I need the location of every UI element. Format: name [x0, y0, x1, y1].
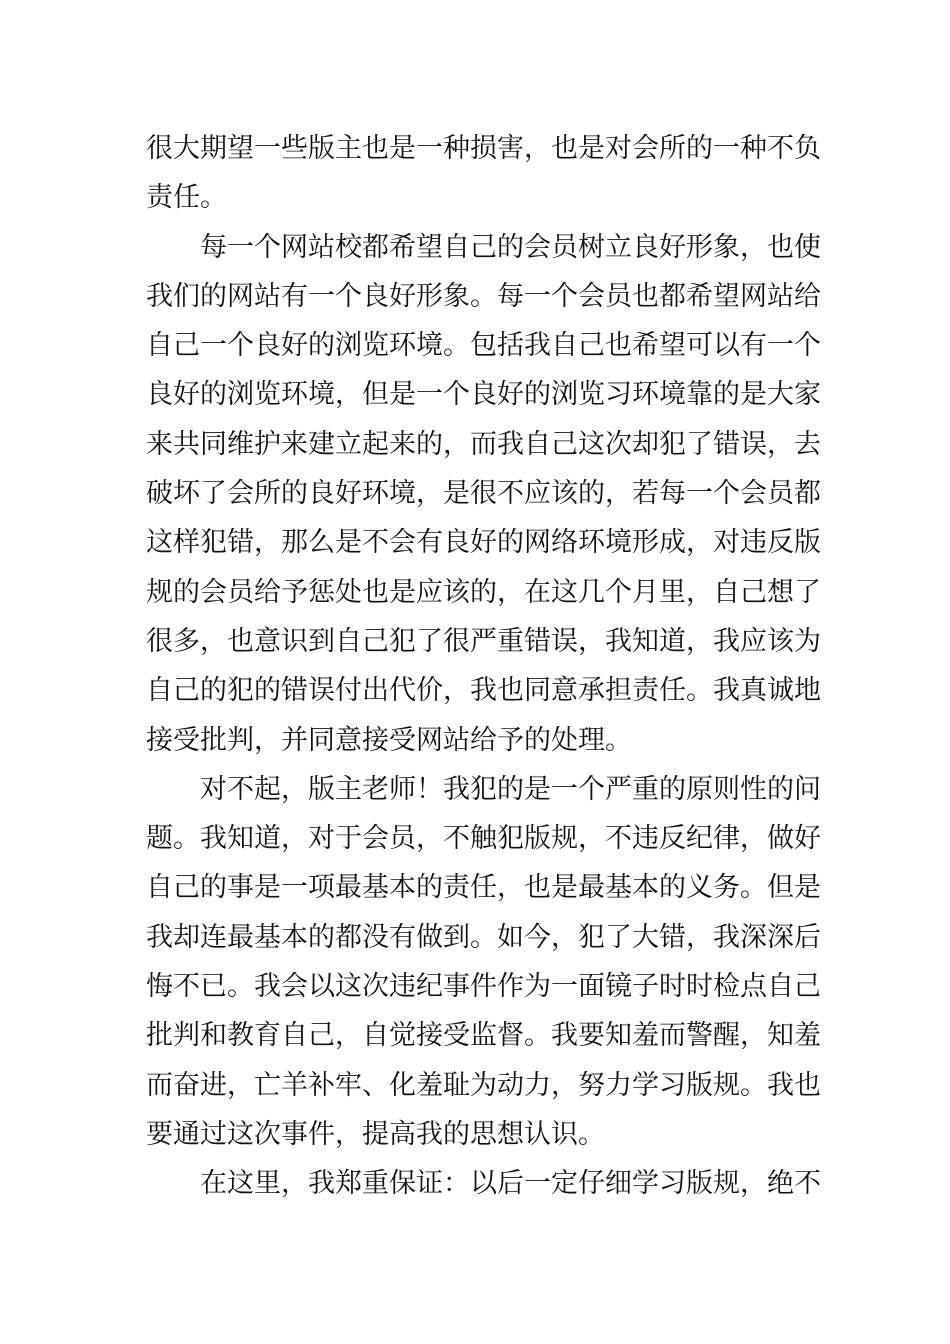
- text-line: 悔不已。我会以这次违纪事件作为一面镜子时时检点自己: [146, 971, 821, 1003]
- text-line: 接受批判，并同意接受网站给予的处理。: [146, 724, 632, 756]
- text-line: 我却连最基本的都没有做到。如今，犯了大错，我深深后: [146, 921, 821, 953]
- body-text: [146, 124, 826, 1209]
- text-line: 题。我知道，对于会员，不触犯版规，不违反纪律，做好: [146, 823, 821, 855]
- text-line: 很多，也意识到自己犯了很严重错误，我知道，我应该为: [146, 625, 821, 657]
- text-line: 自己的犯的错误付出代价，我也同意承担责任。我真诚地: [146, 675, 821, 707]
- text-line: 自己一个良好的浏览环境。包括我自己也希望可以有一个: [146, 330, 821, 362]
- text-line: 批判和教育自己，自觉接受监督。我要知羞而警醒，知羞: [146, 1020, 821, 1052]
- text-line: 我们的网站有一个良好形象。每一个会员也都希望网站给: [146, 280, 821, 312]
- paragraph-start-line: 每一个网站校都希望自己的会员树立良好形象，也使: [200, 231, 821, 263]
- text-line: 责任。: [146, 182, 227, 214]
- text-line: 要通过这次事件，提高我的思想认识。: [146, 1118, 605, 1150]
- text-line: 良好的浏览环境，但是一个良好的浏览习环境靠的是大家: [146, 379, 821, 411]
- text-line: 这样犯错，那么是不会有良好的网络环境形成，对违反版: [146, 527, 821, 559]
- text-line: 而奋进，亡羊补牢、化羞耻为动力，努力学习版规。我也: [146, 1069, 821, 1101]
- text-line: 很大期望一些版主也是一种损害，也是对会所的一种不负: [146, 133, 821, 164]
- text-line: 来共同维护来建立起来的，而我自己这次却犯了错误，去: [146, 428, 821, 460]
- paragraph-start-line: 在这里，我郑重保证：以后一定仔细学习版规，绝不: [200, 1168, 821, 1200]
- text-line: 规的会员给予惩处也是应该的，在这几个月里，自己想了: [146, 576, 821, 608]
- paragraph-start-line: 对不起，版主老师！我犯的是一个严重的原则性的问: [200, 773, 821, 805]
- text-line: 破坏了会所的良好环境，是很不应该的，若每一个会员都: [146, 478, 821, 510]
- text-line: 自己的事是一项最基本的责任，也是最基本的义务。但是: [146, 872, 821, 904]
